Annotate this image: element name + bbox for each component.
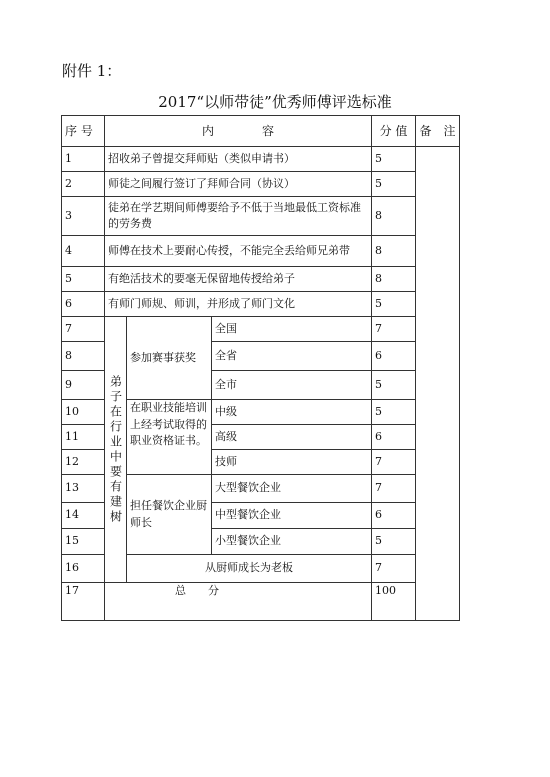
table-row xyxy=(62,236,460,267)
row-no: 5 xyxy=(62,267,105,292)
row-level: 中级 xyxy=(212,400,372,425)
row-level: 全市 xyxy=(212,371,372,400)
table-row xyxy=(62,147,460,172)
row-score: 6 xyxy=(372,503,416,529)
row-no: 14 xyxy=(62,503,105,529)
row-score: 8 xyxy=(372,197,416,236)
row-no: 2 xyxy=(62,172,105,197)
row-no: 6 xyxy=(62,292,105,317)
cert-label: 在职业技能培训上经考试取得的职业资格证书。 xyxy=(127,400,212,475)
chef-label: 担任餐饮企业厨师长 xyxy=(127,475,212,555)
row-no: 11 xyxy=(62,425,105,450)
row-score: 8 xyxy=(372,267,416,292)
row-score: 5 xyxy=(372,529,416,555)
total-score: 100 xyxy=(372,583,416,621)
group-label: 弟子在行业中要有建树 xyxy=(105,317,127,583)
row-content: 有绝活技术的要毫无保留地传授给弟子 xyxy=(105,267,372,292)
row-content: 从厨师成长为老板 xyxy=(127,555,372,583)
row-level: 高级 xyxy=(212,425,372,450)
row-score: 5 xyxy=(372,292,416,317)
row-level: 大型餐饮企业 xyxy=(212,475,372,503)
row-no: 3 xyxy=(62,197,105,236)
header-score: 分 值 xyxy=(372,116,416,147)
row-score: 5 xyxy=(372,172,416,197)
row-content: 招收弟子曾提交拜师贴（类似申请书） xyxy=(105,147,372,172)
row-score: 7 xyxy=(372,450,416,475)
row-score: 5 xyxy=(372,147,416,172)
row-no: 10 xyxy=(62,400,105,425)
criteria-table xyxy=(61,115,460,621)
row-level: 小型餐饮企业 xyxy=(212,529,372,555)
row-score: 7 xyxy=(372,555,416,583)
header-no: 序 号 xyxy=(62,116,105,147)
row-score: 5 xyxy=(372,400,416,425)
row-score: 7 xyxy=(372,317,416,342)
row-score: 6 xyxy=(372,342,416,371)
row-content: 徒弟在学艺期间师傅要给予不低于当地最低工资标准的劳务费 xyxy=(105,197,372,236)
table-row xyxy=(62,197,460,236)
table-row xyxy=(62,317,460,342)
remark-cell xyxy=(416,147,460,621)
row-no: 8 xyxy=(62,342,105,371)
table-row xyxy=(62,267,460,292)
row-score: 8 xyxy=(372,236,416,267)
row-score: 5 xyxy=(372,371,416,400)
row-no: 17 xyxy=(62,583,105,621)
header-row xyxy=(62,116,460,147)
row-no: 12 xyxy=(62,450,105,475)
awards-label: 参加赛事获奖 xyxy=(127,317,212,400)
table-row xyxy=(62,292,460,317)
total-label: 总 分 xyxy=(105,583,372,621)
header-content: 内 容 xyxy=(105,116,372,147)
row-no: 16 xyxy=(62,555,105,583)
row-level: 中型餐饮企业 xyxy=(212,503,372,529)
row-no: 1 xyxy=(62,147,105,172)
row-level: 全省 xyxy=(212,342,372,371)
total-row xyxy=(62,583,460,621)
row-content: 师徒之间履行签订了拜师合同（协议） xyxy=(105,172,372,197)
row-score: 6 xyxy=(372,425,416,450)
row-no: 7 xyxy=(62,317,105,342)
row-no: 15 xyxy=(62,529,105,555)
header-remark: 备 注 xyxy=(416,116,460,147)
row-no: 9 xyxy=(62,371,105,400)
row-no: 4 xyxy=(62,236,105,267)
row-no: 13 xyxy=(62,475,105,503)
document-title: 2017“以师带徒”优秀师傅评选标准 xyxy=(158,93,392,111)
attachment-label: 附件 1： xyxy=(62,62,122,80)
row-score: 7 xyxy=(372,475,416,503)
row-level: 技师 xyxy=(212,450,372,475)
row-content: 师傅在技术上要耐心传授，不能完全丢给师兄弟带 xyxy=(105,236,372,267)
row-content: 有师门师规、师训，并形成了师门文化 xyxy=(105,292,372,317)
row-level: 全国 xyxy=(212,317,372,342)
table-row xyxy=(62,172,460,197)
